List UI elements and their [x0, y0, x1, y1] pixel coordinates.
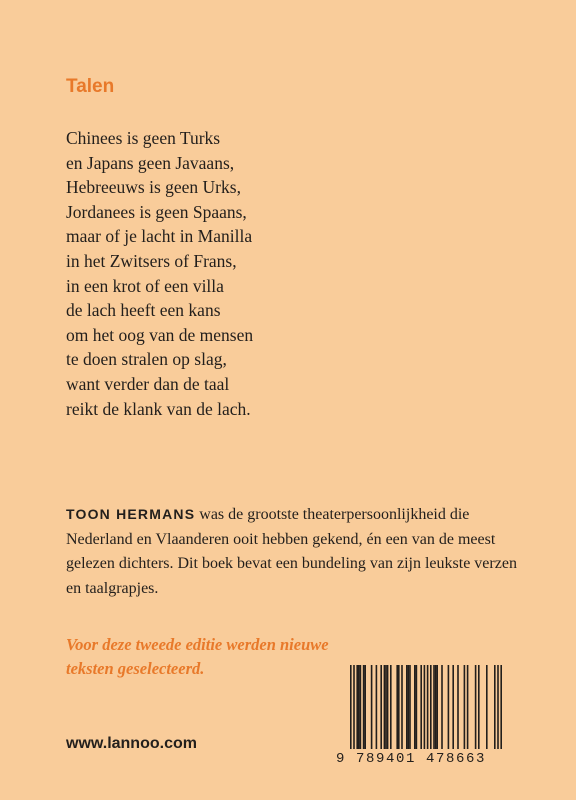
barcode-bar: [497, 665, 499, 749]
poem-title: Talen: [66, 76, 115, 97]
author-bio-text: was de grootste theaterpersoonlijkheid die Nederland en Vlaanderen ooit hebben gekend, én een van de meest gelezen dichters. Dit boek bevat een bundeling van zijn leukste verzen en taalgrapjes.: [66, 506, 517, 597]
barcode-bar: [387, 665, 389, 749]
barcode-bar: [467, 665, 469, 749]
poem-line: reikt de klank van de lach.: [66, 398, 251, 419]
barcode-bar: [475, 665, 477, 749]
barcode-bar: [416, 665, 418, 749]
barcode-bar: [364, 665, 366, 749]
barcode-bar: [353, 665, 355, 749]
barcode-bar: [401, 665, 403, 749]
poem-line: Chinees is geen Turks: [66, 128, 221, 148]
poem-text: [66, 126, 253, 421]
barcode-bar: [409, 665, 411, 749]
barcode-bar: [390, 665, 392, 749]
poem-line: te doen stralen op slag,: [66, 349, 227, 370]
barcode-bar: [430, 665, 432, 749]
barcode-bar: [358, 665, 360, 749]
poem-line: want verder dan de taal: [66, 373, 230, 394]
poem-line: in het Zwitsers of Frans,: [66, 250, 237, 271]
barcode-bar: [380, 665, 382, 749]
barcode-bar: [500, 665, 502, 749]
publisher-website: www.lannoo.com: [66, 735, 197, 752]
poem-line: maar of je lacht in Manilla: [66, 226, 253, 247]
barcode-bar: [406, 665, 408, 749]
poem-line: in een krot of een villa: [66, 275, 224, 296]
barcode-bar: [360, 665, 362, 749]
barcode-bar: [478, 665, 480, 749]
poem-line: de lach heeft een kans: [66, 300, 221, 321]
barcode-bar: [452, 665, 454, 749]
barcode-bar: [486, 665, 488, 749]
barcode-bar: [435, 665, 437, 749]
barcode-bar: [350, 665, 352, 749]
poem-line: om het oog van de mensen: [66, 324, 254, 345]
barcode-bar: [433, 665, 435, 749]
barcode-bar: [436, 665, 438, 749]
barcode-bar: [457, 665, 459, 749]
barcode-bar: [441, 665, 443, 749]
poem-line: Jordanees is geen Spaans,: [66, 201, 247, 222]
barcode-bar: [427, 665, 429, 749]
barcode-bar: [396, 665, 398, 749]
author-bio: [66, 502, 536, 601]
barcode-bar: [363, 665, 365, 749]
edition-note: Voor deze tweede editie werden nieuwe teksten geselecteerd.: [66, 635, 329, 678]
barcode-bar: [384, 665, 386, 749]
poem-line: Hebreeuws is geen Urks,: [66, 177, 241, 198]
barcode-bar: [371, 665, 373, 749]
poem-line: en Japans geen Javaans,: [66, 152, 235, 173]
barcode-bar: [464, 665, 466, 749]
barcode-bar: [408, 665, 410, 749]
author-name: TOON HERMANS: [66, 506, 196, 522]
barcode-bar: [414, 665, 416, 749]
barcode-bar: [448, 665, 450, 749]
barcode-bars: [336, 663, 512, 751]
barcode-bar: [398, 665, 400, 749]
barcode-bar: [376, 665, 378, 749]
barcode: [336, 663, 512, 769]
barcode-bar: [356, 665, 358, 749]
isbn-number: 9 789401 478663: [336, 751, 487, 767]
barcode-bar: [494, 665, 496, 749]
barcode-bar: [424, 665, 426, 749]
barcode-bar: [385, 665, 387, 749]
barcode-bar: [420, 665, 422, 749]
